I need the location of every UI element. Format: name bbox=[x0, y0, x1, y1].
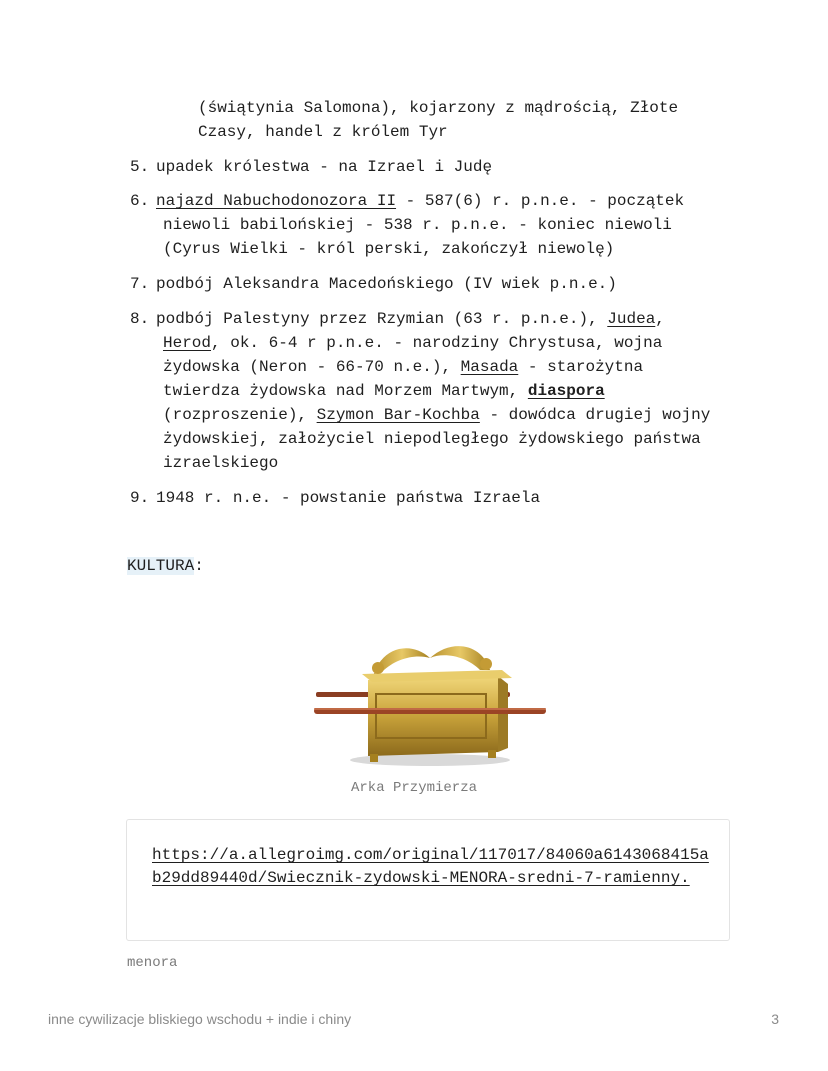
link-embed-box[interactable] bbox=[126, 819, 730, 941]
list-text: upadek królestwa - na Izrael i Judę bbox=[156, 158, 493, 176]
list-number: 7. bbox=[130, 275, 150, 293]
intro-continuation bbox=[198, 96, 758, 144]
ark-of-covenant-image bbox=[312, 636, 548, 768]
footer-title: inne cywilizacje bliskiego wschodu + indie i chiny bbox=[48, 1011, 352, 1027]
link-caption: menora bbox=[127, 955, 178, 971]
list-number: 5. bbox=[130, 158, 150, 176]
text-run: , ok. 6-4 r p.n.e. - narodziny Chrystusa, wojna bbox=[211, 334, 663, 352]
text-run: twierdza żydowska nad Morzem Martwym, bbox=[163, 382, 528, 400]
herod-link[interactable]: Herod bbox=[163, 334, 212, 352]
text-run: (rozproszenie), bbox=[163, 406, 317, 424]
masada-link[interactable]: Masada bbox=[460, 358, 519, 376]
text-run: - 587(6) r. p.n.e. - początek bbox=[396, 192, 685, 210]
text-run: - starożytna bbox=[518, 358, 644, 376]
list-text bbox=[156, 189, 726, 261]
link-suffix: . bbox=[680, 869, 690, 887]
text-line: (Cyrus Wielki - król perski, zakończył niewolę) bbox=[163, 240, 615, 258]
list-number: 8. bbox=[130, 310, 150, 328]
text-run: , bbox=[655, 310, 665, 328]
menora-link[interactable] bbox=[152, 844, 712, 890]
section-colon: : bbox=[194, 557, 204, 575]
text-line: izraelskiego bbox=[163, 454, 279, 472]
text-line: żydowskiej, założyciel niepodległego żydowskiego państwa bbox=[163, 430, 701, 448]
intro-line-1: (świątynia Salomona), kojarzony z mądrością, Złote bbox=[198, 99, 679, 117]
list-number: 6. bbox=[130, 192, 150, 210]
diaspora-link[interactable]: diaspora bbox=[527, 382, 605, 400]
section-heading bbox=[127, 554, 204, 578]
text-run: żydowska (Neron - 66-70 n.e.), bbox=[163, 358, 461, 376]
intro-line-2: Czasy, handel z królem Tyr bbox=[198, 123, 448, 141]
page-number: 3 bbox=[771, 1011, 779, 1027]
text-run: podbój Palestyny przez Rzymian (63 r. p.n.e.), bbox=[156, 310, 608, 328]
list-text bbox=[156, 307, 726, 475]
text-line: niewoli babilońskiej - 538 r. p.n.e. - koniec niewoli bbox=[163, 216, 672, 234]
text-run: - dowódca drugiej wojny bbox=[479, 406, 711, 424]
nabuchodonozor-link[interactable]: najazd Nabuchodonozora II bbox=[156, 192, 397, 210]
szymon-bar-kochba-link[interactable]: Szymon Bar-Kochba bbox=[316, 406, 480, 424]
list-text: podbój Aleksandra Macedońskiego (IV wiek p.n.e.) bbox=[156, 275, 617, 293]
list-text: 1948 r. n.e. - powstanie państwa Izraela bbox=[156, 489, 541, 507]
link-url: https://a.allegroimg.com/original/117017/84060a6143068415ab29dd89440d/Swiecznik-zydowski-MENORA-sredni-7-ramienny bbox=[152, 846, 709, 887]
section-label: KULTURA bbox=[127, 557, 195, 575]
judea-link[interactable]: Judea bbox=[607, 310, 656, 328]
list-number: 9. bbox=[130, 489, 150, 507]
image-caption: Arka Przymierza bbox=[350, 780, 478, 796]
